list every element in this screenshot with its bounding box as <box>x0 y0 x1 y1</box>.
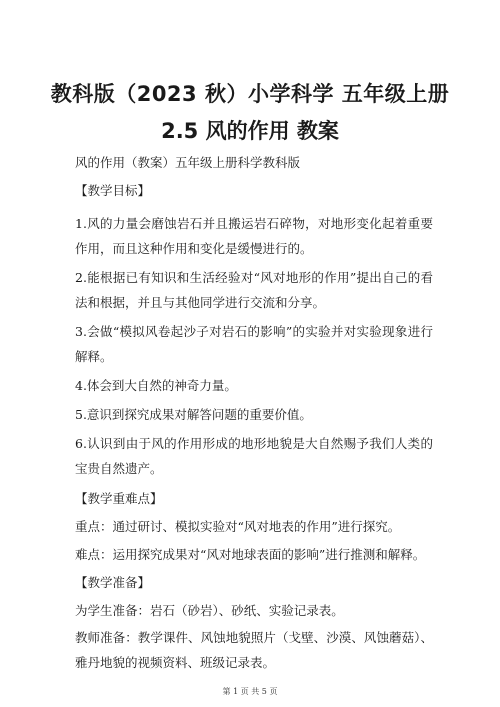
student-preparation: 为学生准备：岩石（砂岩）、砂纸、实验记录表。 <box>75 603 344 618</box>
document-title: 教科版（2023 秋）小学科学 五年级上册 <box>50 82 450 106</box>
goal-item-3: 3.会做“模拟风卷起沙子对岩石的影响”的实验并对实验现象进行解释。 <box>75 324 433 364</box>
teacher-preparation: 教师准备：教学课件、风蚀地貌照片（戈壁、沙漠、风蚀蘑菇）、雅丹地貌的视频资料、班级记录表。 <box>75 630 433 670</box>
subtitle: 风的作用（教案）五年级上册科学教科版 <box>75 155 301 170</box>
goals-heading: 【教学目标】 <box>75 183 151 198</box>
preparation-heading: 【教学准备】 <box>75 575 151 590</box>
key-point: 重点：通过研讨、模拟实验对“风对地表的作用”进行探究。 <box>75 519 401 534</box>
goal-item-2: 2.能根据已有知识和生活经验对“风对地形的作用”提出自己的看法和根据，并且与其他同学进行交流和分享。 <box>75 270 433 310</box>
goal-item-6: 6.认识到由于风的作用形成的地形地貌是大自然赐予我们人类的宝贵自然遗产。 <box>75 436 433 476</box>
difficult-point: 难点：运用探究成果对“风对地球表面的影响”进行推测和解释。 <box>75 547 426 562</box>
key-points-heading: 【教学重难点】 <box>75 491 163 506</box>
goal-item-5: 5.意识到探究成果对解答问题的重要价值。 <box>75 407 312 422</box>
lesson-title: 2.5 风的作用 教案 <box>161 119 339 143</box>
document-body <box>75 155 433 675</box>
goal-item-1: 1.风的力量会磨蚀岩石并且搬运岩石碎物，对地形变化起着重要作用，而且这种作用和变化是缓慢进行的。 <box>75 216 433 256</box>
goal-item-4: 4.体会到大自然的神奇力量。 <box>75 378 237 393</box>
page-footer: 第 1 页 共 5 页 <box>222 687 278 696</box>
